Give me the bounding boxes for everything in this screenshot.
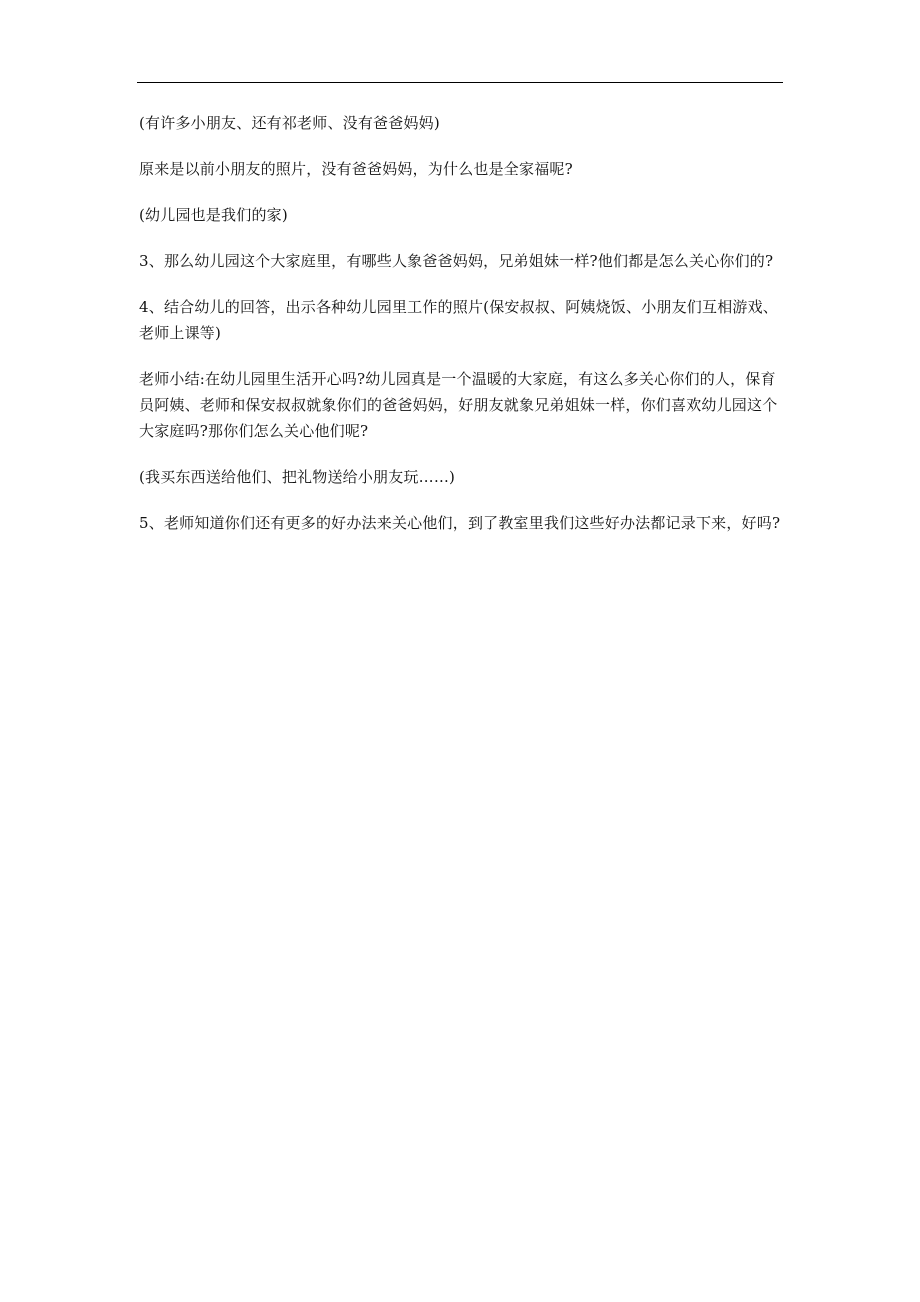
paragraph-step-5: 5、老师知道你们还有更多的好办法来关心他们，到了教室里我们这些好办法都记录下来，好吗?: [139, 514, 781, 532]
paragraph-question-family-photo: 原来是以前小朋友的照片，没有爸爸妈妈，为什么也是全家福呢?: [139, 160, 573, 178]
header-rule: [137, 82, 783, 83]
paragraph-teacher-summary: 老师小结:在幼儿园里生活开心吗?幼儿园真是一个温暖的大家庭，有这么多关心你们的人，保育员阿姨、老师和保安叔叔就象你们的爸爸妈妈，好朋友就象兄弟姐妹一样，你们喜欢幼儿园这个大家庭吗?那你们怎么关心他们呢?: [139, 370, 778, 440]
paragraph-response-2: (幼儿园也是我们的家): [139, 206, 288, 224]
paragraph-response-1: (有许多小朋友、还有祁老师、没有爸爸妈妈): [139, 114, 440, 132]
paragraph-step-3: 3、那么幼儿园这个大家庭里，有哪些人象爸爸妈妈，兄弟姐妹一样?他们都是怎么关心你们的?: [139, 252, 774, 270]
paragraph-step-4: 4、结合幼儿的回答，出示各种幼儿园里工作的照片(保安叔叔、阿姨烧饭、小朋友们互相游戏、老师上课等): [139, 298, 778, 342]
paragraph-response-3: (我买东西送给他们、把礼物送给小朋友玩……): [139, 468, 456, 486]
document-body: [139, 110, 784, 556]
